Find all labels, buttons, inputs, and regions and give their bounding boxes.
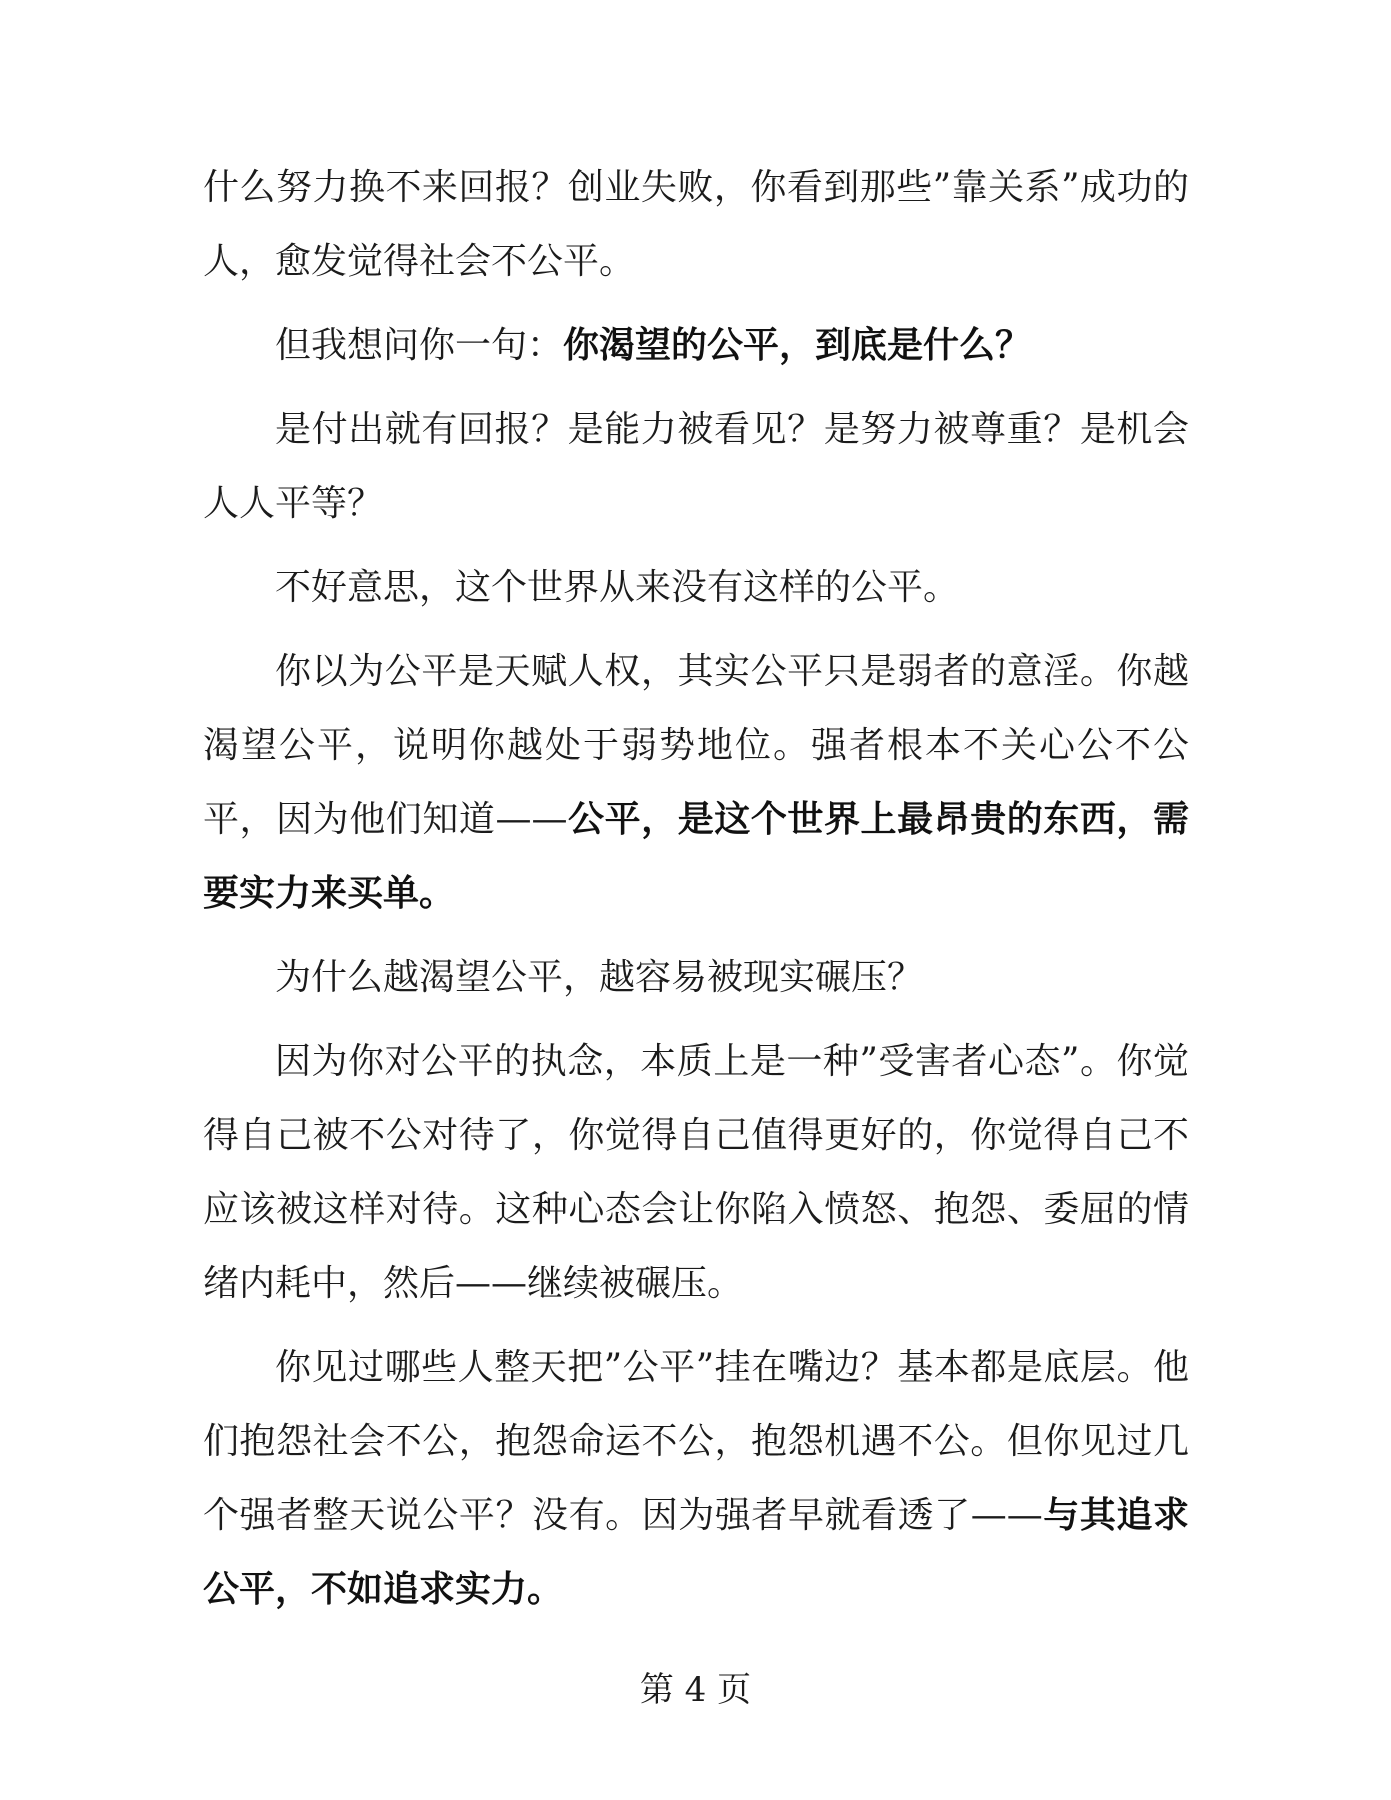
paragraph xyxy=(203,551,1189,625)
body-text: 是付出就有回报？是能力被看见？是努力被尊重？是机会人人平等？ xyxy=(203,409,1189,524)
paragraph xyxy=(203,941,1189,1015)
emphasis-text: 你渴望的公平，到底是什么？ xyxy=(563,325,1032,366)
paragraph xyxy=(203,635,1189,931)
document-body xyxy=(203,151,1189,1637)
paragraph xyxy=(203,1025,1189,1321)
emphasis-text: 公平，是这个世界上最昂贵的东西，需要实力来买单。 xyxy=(203,799,1189,914)
body-text: 但我想问你一句： xyxy=(275,325,564,366)
body-text: 因为你对公平的执念，本质上是一种”受害者心态”。你觉得自己被不公对待了，你觉得自己值得更好的，你觉得自己不应该被这样对待。这种心态会让你陷入愤怒、抱怨、委屈的情绪内耗中，然后——继续被碾压。 xyxy=(203,1041,1189,1304)
body-text: 为什么越渴望公平，越容易被现实碾压？ xyxy=(275,957,924,998)
body-text: 什么努力换不来回报？创业失败，你看到那些”靠关系”成功的人，愈发觉得社会不公平。 xyxy=(203,167,1189,282)
body-text: 不好意思，这个世界从来没有这样的公平。 xyxy=(275,567,960,608)
paragraph xyxy=(203,393,1189,541)
body-text: 你见过哪些人整天把”公平”挂在嘴边？基本都是底层。他们抱怨社会不公，抱怨命运不公，抱怨机遇不公。但你见过几个强者整天说公平？没有。因为强者早就看透了—— xyxy=(203,1347,1189,1536)
paragraph xyxy=(203,309,1189,383)
paragraph xyxy=(203,1331,1189,1627)
page-number: 第 4 页 xyxy=(639,1670,752,1710)
emphasis-text: 与其追求公平，不如追求实力。 xyxy=(203,1495,1189,1610)
body-text: 你以为公平是天赋人权，其实公平只是弱者的意淫。你越渴望公平，说明你越处于弱势地位。强者根本不关心公不公平，因为他们知道—— xyxy=(203,651,1189,840)
paragraph xyxy=(203,151,1189,299)
